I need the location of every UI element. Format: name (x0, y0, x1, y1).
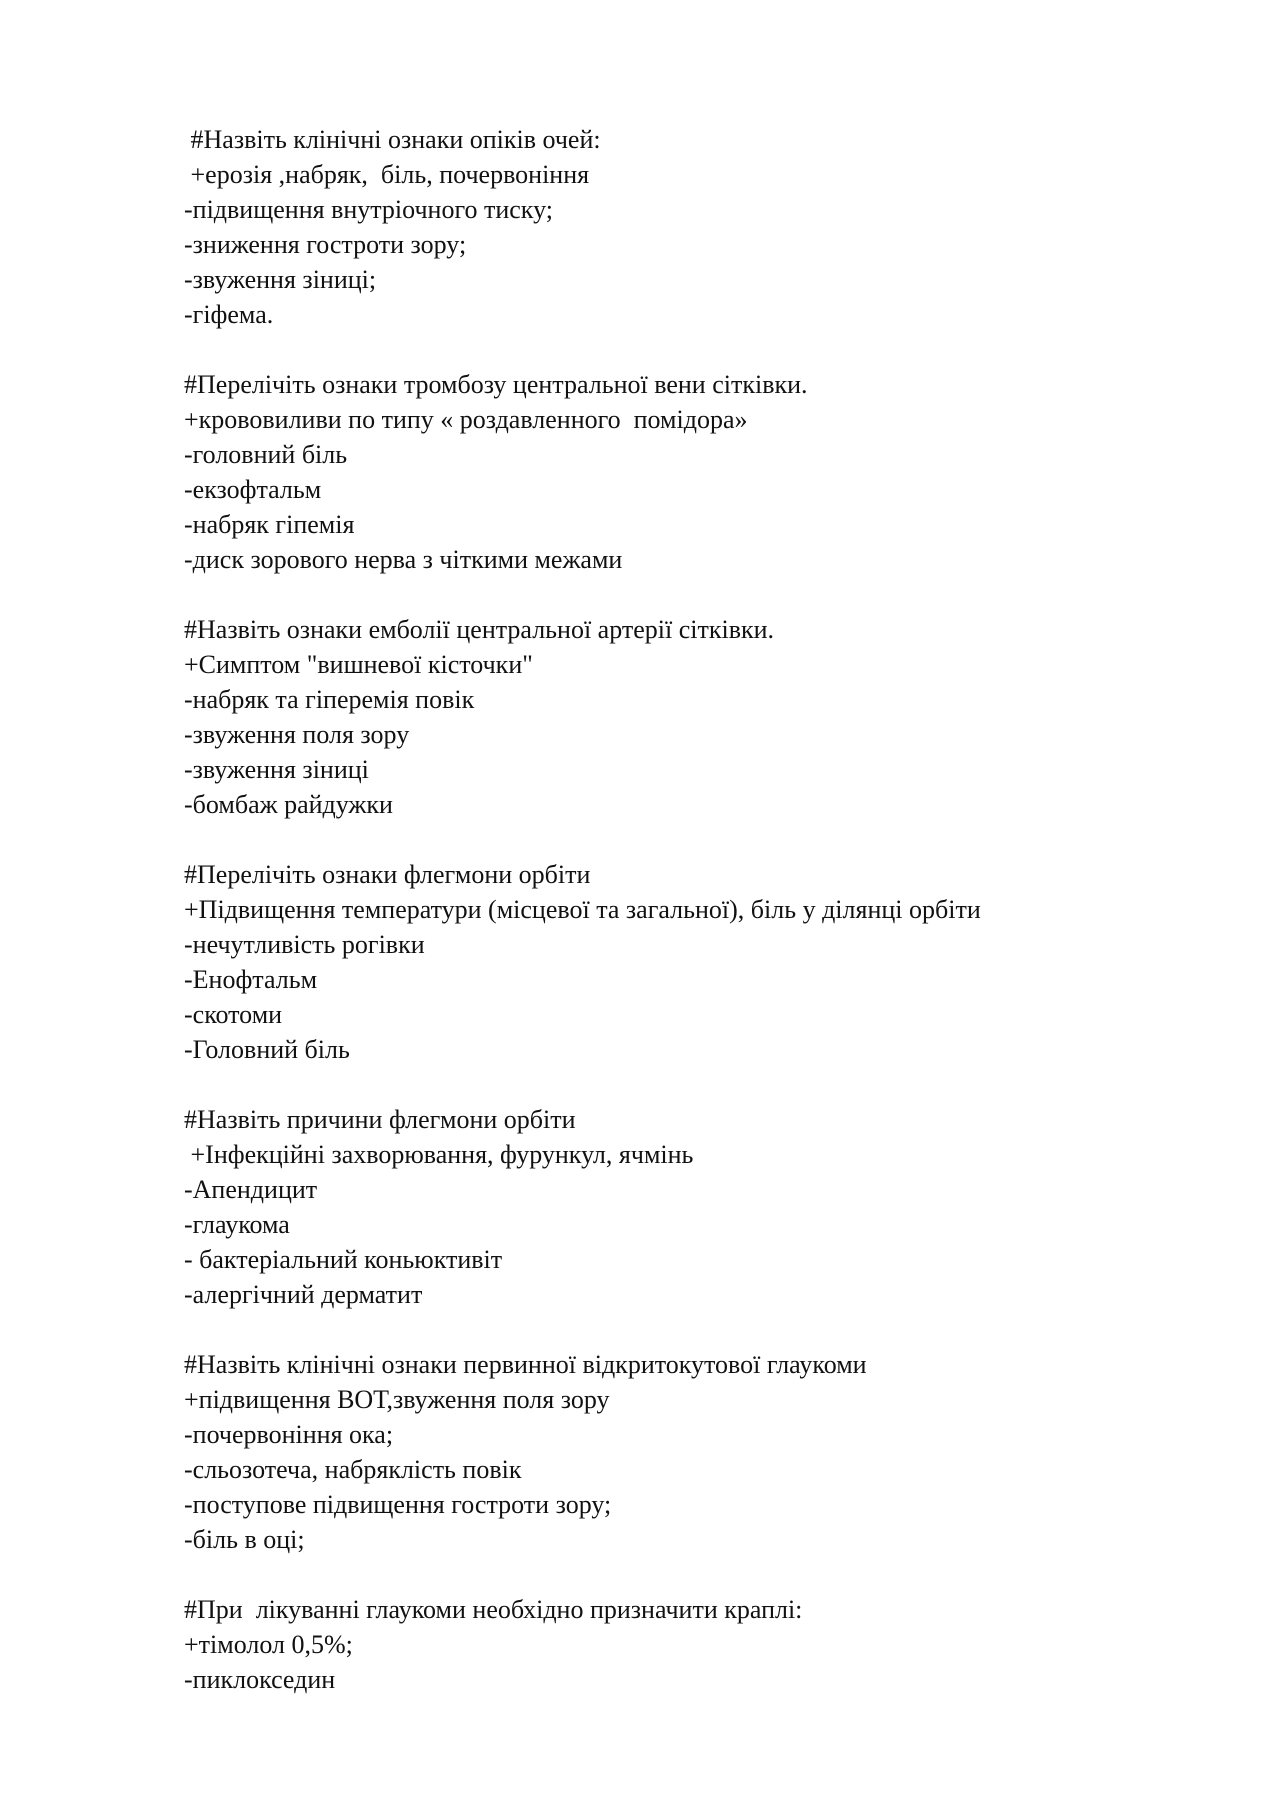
answer-option: +тімолол 0,5%; (184, 1630, 353, 1659)
answer-option: -звуження зіниці (184, 755, 369, 784)
answer-option: +Симптом "вишневої кісточки" (184, 650, 533, 679)
answer-option: -Апендицит (184, 1175, 318, 1204)
answer-option: -почервоніння ока; (184, 1420, 394, 1449)
question-text: #Перелічіть ознаки тромбозу центральної вени сітківки. (184, 370, 808, 399)
question-text: #Назвіть клінічні ознаки первинної відкритокутової глаукоми (184, 1350, 867, 1379)
answer-option: -Енофтальм (184, 965, 318, 994)
answer-option: -звуження зіниці; (184, 265, 377, 294)
answer-option: -бомбаж райдужки (184, 790, 393, 819)
question-text: #При лікуванні глаукоми необхідно призначити краплі: (184, 1595, 803, 1624)
answer-option: -алергічний дерматит (184, 1280, 423, 1309)
blank-line (184, 1312, 1184, 1347)
question-text: #Назвіть ознаки емболії центральної артерії сітківки. (184, 615, 775, 644)
answer-option: -диск зорового нерва з чіткими межами (184, 545, 623, 574)
question-block (184, 367, 1184, 577)
blank-line (184, 332, 1184, 367)
question-block (184, 1102, 1184, 1312)
answer-option: -екзофтальм (184, 475, 322, 504)
answer-option: -головний біль (184, 440, 348, 469)
question-block (184, 857, 1184, 1067)
answer-option: -Головний біль (184, 1035, 350, 1064)
answer-option: -сльозотеча, набряклість повік (184, 1455, 522, 1484)
answer-option: +Підвищення температури (місцевої та загальної), біль у ділянці орбіти (184, 895, 981, 924)
answer-option: -скотоми (184, 1000, 283, 1029)
question-block (184, 1592, 1184, 1697)
answer-option: -біль в оці; (184, 1525, 305, 1554)
question-text: #Перелічіть ознаки флегмони орбіти (184, 860, 591, 889)
answer-option: -набряк гіпемія (184, 510, 355, 539)
blank-line (184, 577, 1184, 612)
answer-option: -звуження поля зору (184, 720, 410, 749)
answer-option: -підвищення внутріочного тиску; (184, 195, 553, 224)
answer-option: +Інфекційні захворювання, фурункул, ячмінь (184, 1140, 694, 1169)
answer-option: +підвищення ВОТ,звуження поля зору (184, 1385, 610, 1414)
question-block (184, 612, 1184, 822)
answer-option: -набряк та гіперемія повік (184, 685, 475, 714)
answer-option: - бактеріальний коньюктивіт (184, 1245, 503, 1274)
question-text: #Назвіть причини флегмони орбіти (184, 1105, 576, 1134)
answer-option: -пиклокседин (184, 1665, 336, 1694)
question-text: #Назвіть клінічні ознаки опіків очей: (184, 125, 601, 154)
answer-option: -гіфема. (184, 300, 274, 329)
blank-line (184, 822, 1184, 857)
answer-option: -поступове підвищення гостроти зору; (184, 1490, 612, 1519)
answer-option: +ерозія ,набряк, біль, почервоніння (184, 160, 590, 189)
document-body (184, 122, 1184, 1697)
answer-option: -глаукома (184, 1210, 290, 1239)
answer-option: -зниження гостроти зору; (184, 230, 467, 259)
question-block (184, 122, 1184, 332)
answer-option: -нечутливість рогівки (184, 930, 425, 959)
blank-line (184, 1557, 1184, 1592)
question-block (184, 1347, 1184, 1557)
answer-option: +крововиливи по типу « роздавленного помідора» (184, 405, 748, 434)
blank-line (184, 1067, 1184, 1102)
